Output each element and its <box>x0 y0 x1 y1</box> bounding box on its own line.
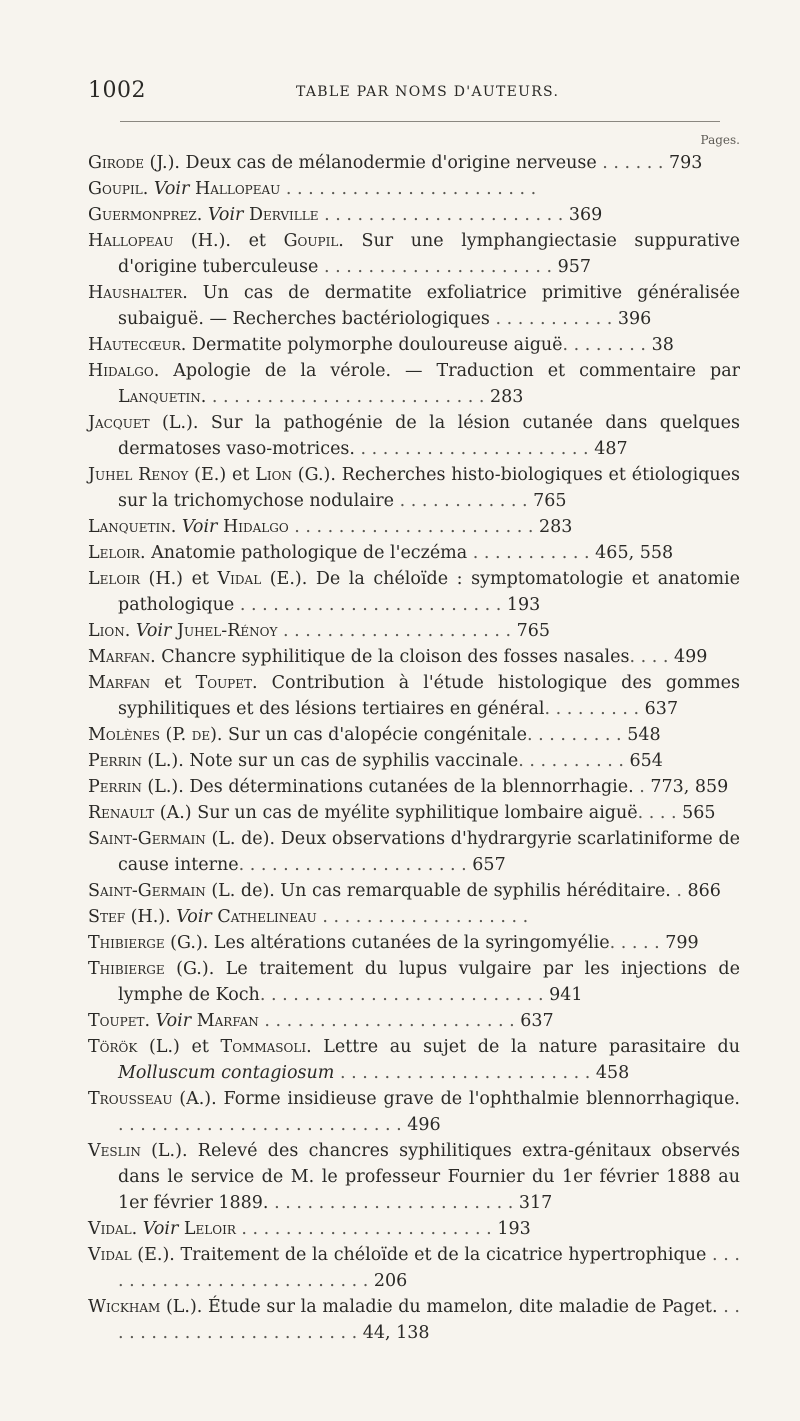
page-ref: 657 <box>466 855 506 875</box>
index-entry <box>88 150 740 176</box>
dot-leader: . . . . . . . . . . . . . . . . . . . . . . <box>268 1193 514 1213</box>
page-ref: 396 <box>612 309 652 329</box>
author-name: Goupil. <box>88 179 149 199</box>
entry-text: . Contribution à l'étude histologique des gommes syphilitiques et des lésions tertiaires en général <box>118 673 740 719</box>
entry-text: (L.). Des déterminations cutanées de la blennorrhagie. <box>141 777 634 797</box>
page-ref: 799 <box>659 933 699 953</box>
entry-text: (E.). Traitement de la chéloïde et de la cicatrice hypertrophique <box>131 1245 707 1265</box>
voir-label: Voir <box>155 1011 192 1031</box>
dot-leader: . . . . . . . . . . . . . . . . . . . . . . . . . . <box>118 1245 740 1291</box>
dot-leader: . . . . . . . . . . . . . . . . . . . . . <box>318 257 553 277</box>
dot-leader: . <box>670 881 682 901</box>
dot-leader: . . . . . . . . . . . . . . . . . . . . . . . . <box>234 595 502 615</box>
dot-leader: . . . . . . . . . . . . . . . . . . . . . . . . . <box>206 387 485 407</box>
author-name: Wickham <box>88 1297 161 1317</box>
entry-text: (E.). De la chéloïde : symptomatologie et anatomie pathologique <box>118 569 740 615</box>
page-ref: 317 <box>513 1193 553 1213</box>
italic-term: Molluscum contagiosum <box>118 1063 335 1083</box>
index-entry <box>88 748 740 774</box>
index-entry <box>88 618 740 644</box>
author-name: Török <box>88 1037 138 1057</box>
coauthor-name: Toupet <box>195 673 253 693</box>
author-name: Guermonprez. <box>88 205 203 225</box>
entry-text: (G.). Les altérations cutanées de la syringomyélie <box>164 933 610 953</box>
author-name: Hidalgo <box>88 361 154 381</box>
page-header <box>0 72 800 112</box>
author-name: Marfan <box>88 673 151 693</box>
entry-text: . <box>200 387 207 407</box>
index-entry <box>88 280 740 332</box>
index-entry <box>88 202 740 228</box>
author-name: Toupet. <box>88 1011 151 1031</box>
entry-text: (L.). Relevé des chancres syphilitiques extra-génitaux observés dans le service de M. le professeur Fournier du 1er février 1888 au 1er février 1889. <box>118 1141 740 1213</box>
page-ref: 548 <box>621 725 661 745</box>
cross-reference: Leloir <box>183 1219 236 1239</box>
dot-leader: . . . . . . . . . <box>544 699 640 719</box>
pages-column-label: Pages. <box>700 133 740 147</box>
author-name: Jacquet <box>88 413 150 433</box>
dot-leader: . . . . . . . . . . <box>518 751 624 771</box>
page-ref: 866 <box>681 881 721 901</box>
voir-label: Voir <box>153 179 190 199</box>
dot-leader: . . . . . . <box>596 153 664 173</box>
author-name: Saint-Germain <box>88 881 206 901</box>
cross-reference: Juhel-Rénoy <box>176 621 278 641</box>
index-entry <box>88 878 740 904</box>
entry-text: (L. de). Deux observations d'hydrargyrie scarlatiniforme de cause interne <box>118 829 740 875</box>
page-ref: 369 <box>563 205 603 225</box>
dot-leader: . <box>633 777 645 797</box>
index-entry <box>88 540 740 566</box>
page-ref: 793 <box>663 153 703 173</box>
page-ref: 637 <box>514 1011 554 1031</box>
index-entry <box>88 176 740 202</box>
entry-text: . Anatomie pathologique de l'eczéma <box>139 543 468 563</box>
entry-text: (E.) et <box>188 465 256 485</box>
entry-text: . Un cas de dermatite exfoliatrice primitive généralisée subaiguë. — Recherches bactériologiques <box>118 283 740 329</box>
index-entry <box>88 800 740 826</box>
entry-text: (G.). Le traitement du lupus vulgaire par les injections de lymphe de Koch <box>118 959 740 1005</box>
page-ref: 38 <box>646 335 674 355</box>
coauthor-name: Vidal <box>217 569 262 589</box>
entry-text: (L.) et <box>137 1037 221 1057</box>
index-entry <box>88 722 740 748</box>
cross-reference: Hallopeau <box>194 179 281 199</box>
dot-leader: . . . . . . . . . . . . . . . . . . . . . <box>277 621 512 641</box>
dot-leader: . . . . <box>629 647 669 667</box>
dot-leader: . . . . . <box>609 933 660 953</box>
page-ref: 773, 859 <box>644 777 729 797</box>
cross-reference: Derville <box>248 205 319 225</box>
dot-leader: . . . . . . . . . . . . . . . . . . . . . . . . . . <box>259 985 544 1005</box>
index-entry <box>88 410 740 462</box>
entry-text: (L. de). Un cas remarquable de syphilis héréditaire. <box>205 881 671 901</box>
index-entry <box>88 228 740 280</box>
page-ref: 283 <box>533 517 573 537</box>
entry-text: (L.). Note sur un cas de syphilis vaccinale <box>141 751 519 771</box>
page-ref: 193 <box>501 595 541 615</box>
voir-label: Voir <box>176 907 212 927</box>
page-ref: 487 <box>588 439 628 459</box>
dot-leader: . . . . . . . . . . . <box>467 543 590 563</box>
author-name: Leloir <box>88 543 140 563</box>
cross-reference: Cathelineau <box>217 907 317 927</box>
dot-leader: . . . . . . . . . . . . . . . . . . . . . . <box>288 517 534 537</box>
dot-leader: . . . . . . . . . . . . . . . . . . . . . . <box>318 205 564 225</box>
entry-text: (H.). et <box>173 231 284 251</box>
coauthor-name: Tommasoli <box>220 1037 307 1057</box>
entry-text: . Apologie de la vérole. — Traduction et commentaire par <box>153 361 740 381</box>
page-ref: 654 <box>623 751 663 771</box>
page-ref: 44, 138 <box>357 1323 430 1343</box>
author-index <box>88 150 740 1346</box>
dot-leader: . . . . . . . . . . . . . . . . . . . . . <box>354 439 589 459</box>
particle: de <box>191 725 211 745</box>
entry-text: (L.). Sur la pathogénie de la lésion cutanée dans quelques dermatoses vaso-motrices. <box>118 413 740 459</box>
dot-leader: . . . . . . . . . . . . . . . . . . . . . . . <box>334 1063 591 1083</box>
page-ref: 765 <box>511 621 550 641</box>
dot-leader: . . . . . . . . . . . . . . . . . . . . . . . <box>280 179 537 199</box>
author-name: Lanquetin. <box>88 517 177 537</box>
author-name: Molènes <box>88 725 160 745</box>
entry-text: (L.). Étude sur la maladie du mamelon, dite maladie de Paget. <box>160 1297 718 1317</box>
entry-text: (A.). Forme insidieuse grave de l'ophthalmie blennorrhagique. <box>172 1089 740 1109</box>
dot-leader: . . . . . . . . . <box>527 725 622 745</box>
index-entry <box>88 774 740 800</box>
author-name: Lion. <box>88 621 131 641</box>
index-entry <box>88 566 740 618</box>
page-ref: 283 <box>484 387 524 407</box>
page-ref: 496 <box>401 1115 441 1135</box>
page-ref: 458 <box>590 1063 630 1083</box>
author-name: Renault <box>88 803 155 823</box>
voir-label: Voir <box>181 517 218 537</box>
index-entry <box>88 1216 740 1242</box>
index-entry <box>88 904 740 930</box>
index-entry <box>88 1008 740 1034</box>
author-name: Trousseau <box>88 1089 173 1109</box>
author-name: Stef <box>88 907 126 927</box>
index-entry <box>88 670 740 722</box>
cross-reference: Hidalgo <box>223 517 289 537</box>
page-ref: 565 <box>676 803 716 823</box>
dot-leader: . . . . . . . . . . . . . . . . . . . . . . . . . . <box>118 1115 402 1135</box>
index-entry <box>88 1294 740 1346</box>
index-entry <box>88 956 740 1008</box>
index-entry <box>88 930 740 956</box>
dot-leader: . . . . . . . . . . . . . . . . . . . . . <box>238 855 467 875</box>
entry-text: (G.). Recherches histo-biologiques et étiologiques sur la trichomychose nodulaire <box>118 465 741 511</box>
page-ref: 499 <box>668 647 708 667</box>
coauthor-name: Lion <box>255 465 292 485</box>
entry-text: (P. <box>159 725 192 745</box>
dot-leader: . . . . . . . . . . . . . . . . . . . <box>316 907 529 927</box>
author-name: Vidal. <box>88 1219 138 1239</box>
page-ref: 193 <box>491 1219 531 1239</box>
index-entry <box>88 1138 740 1216</box>
author-name: Leloir <box>88 569 140 589</box>
entry-text: . Chancre syphilitique de la cloison des fosses nasales <box>150 647 630 667</box>
author-name: Hallopeau <box>88 231 174 251</box>
entry-text: (J.). Deux cas de mélanodermie d'origine nerveuse <box>143 153 597 173</box>
page-number: 1002 <box>88 78 146 103</box>
dot-leader: . . . . . . . . <box>562 335 646 355</box>
entry-text: (A.) Sur un cas de myélite syphilitique lombaire aiguë <box>154 803 638 823</box>
entry-text: (H.) et <box>139 569 218 589</box>
page-ref: 465, 558 <box>589 543 674 563</box>
author-name: Girode <box>88 153 144 173</box>
index-entry <box>88 644 740 670</box>
author-name: Haushalter <box>88 283 183 303</box>
page-ref: 765 <box>527 491 567 511</box>
dot-leader: . . . . . . . . . . . . . . . . . . . . . . . . <box>118 1297 740 1343</box>
page-ref: 941 <box>543 985 583 1005</box>
index-entry <box>88 332 740 358</box>
voir-label: Voir <box>142 1219 179 1239</box>
author-name: Marfan <box>88 647 151 667</box>
entry-text: et <box>150 673 196 693</box>
index-entry <box>88 826 740 878</box>
author-name: Vidal <box>88 1245 132 1265</box>
index-entry <box>88 1242 740 1294</box>
voir-label: Voir <box>135 621 172 641</box>
coauthor-name: Goupil <box>283 231 339 251</box>
author-name: Thibierge <box>88 933 165 953</box>
entry-text: . Sur une lymphangiectasie suppurative d'origine tuberculeuse <box>118 231 741 277</box>
entry-text: (H.). <box>125 907 177 927</box>
voir-label: Voir <box>207 205 244 225</box>
dot-leader: . . . . . . . . . . . . <box>394 491 528 511</box>
running-title: TABLE PAR NOMS D'AUTEURS. <box>296 84 560 100</box>
author-name: Veslin <box>88 1141 141 1161</box>
cross-reference: Marfan <box>196 1011 259 1031</box>
page-ref: 957 <box>552 257 591 277</box>
coauthor-name: Lanquetin <box>118 387 201 407</box>
dot-leader: . . . . . . . . . . . . . . . . . . . . . . . <box>258 1011 515 1031</box>
entry-text: . Lettre au sujet de la nature parasitaire du <box>306 1037 740 1057</box>
dot-leader: . . . . . . . . . . . . . . . . . . . . . . . <box>235 1219 492 1239</box>
author-name: Perrin <box>88 777 142 797</box>
dot-leader: . . . . <box>637 803 677 823</box>
header-rule <box>120 121 720 122</box>
index-entry <box>88 462 740 514</box>
index-entry <box>88 514 740 540</box>
author-name: Thibierge <box>88 959 165 979</box>
author-name: Juhel Renoy <box>88 465 189 485</box>
dot-leader: . . . . . . . . . . . <box>489 309 613 329</box>
entry-text: ). Sur un cas d'alopécie congénitale <box>210 725 528 745</box>
index-entry <box>88 1034 740 1086</box>
index-entry <box>88 358 740 410</box>
author-name: Hautecœur <box>88 335 181 355</box>
author-name: Perrin <box>88 751 142 771</box>
author-name: Saint-Germain <box>88 829 206 849</box>
entry-text: . Dermatite polymorphe douloureuse aiguë <box>180 335 563 355</box>
index-entry <box>88 1086 740 1138</box>
page-ref: 206 <box>368 1271 408 1291</box>
page-ref: 637 <box>639 699 679 719</box>
